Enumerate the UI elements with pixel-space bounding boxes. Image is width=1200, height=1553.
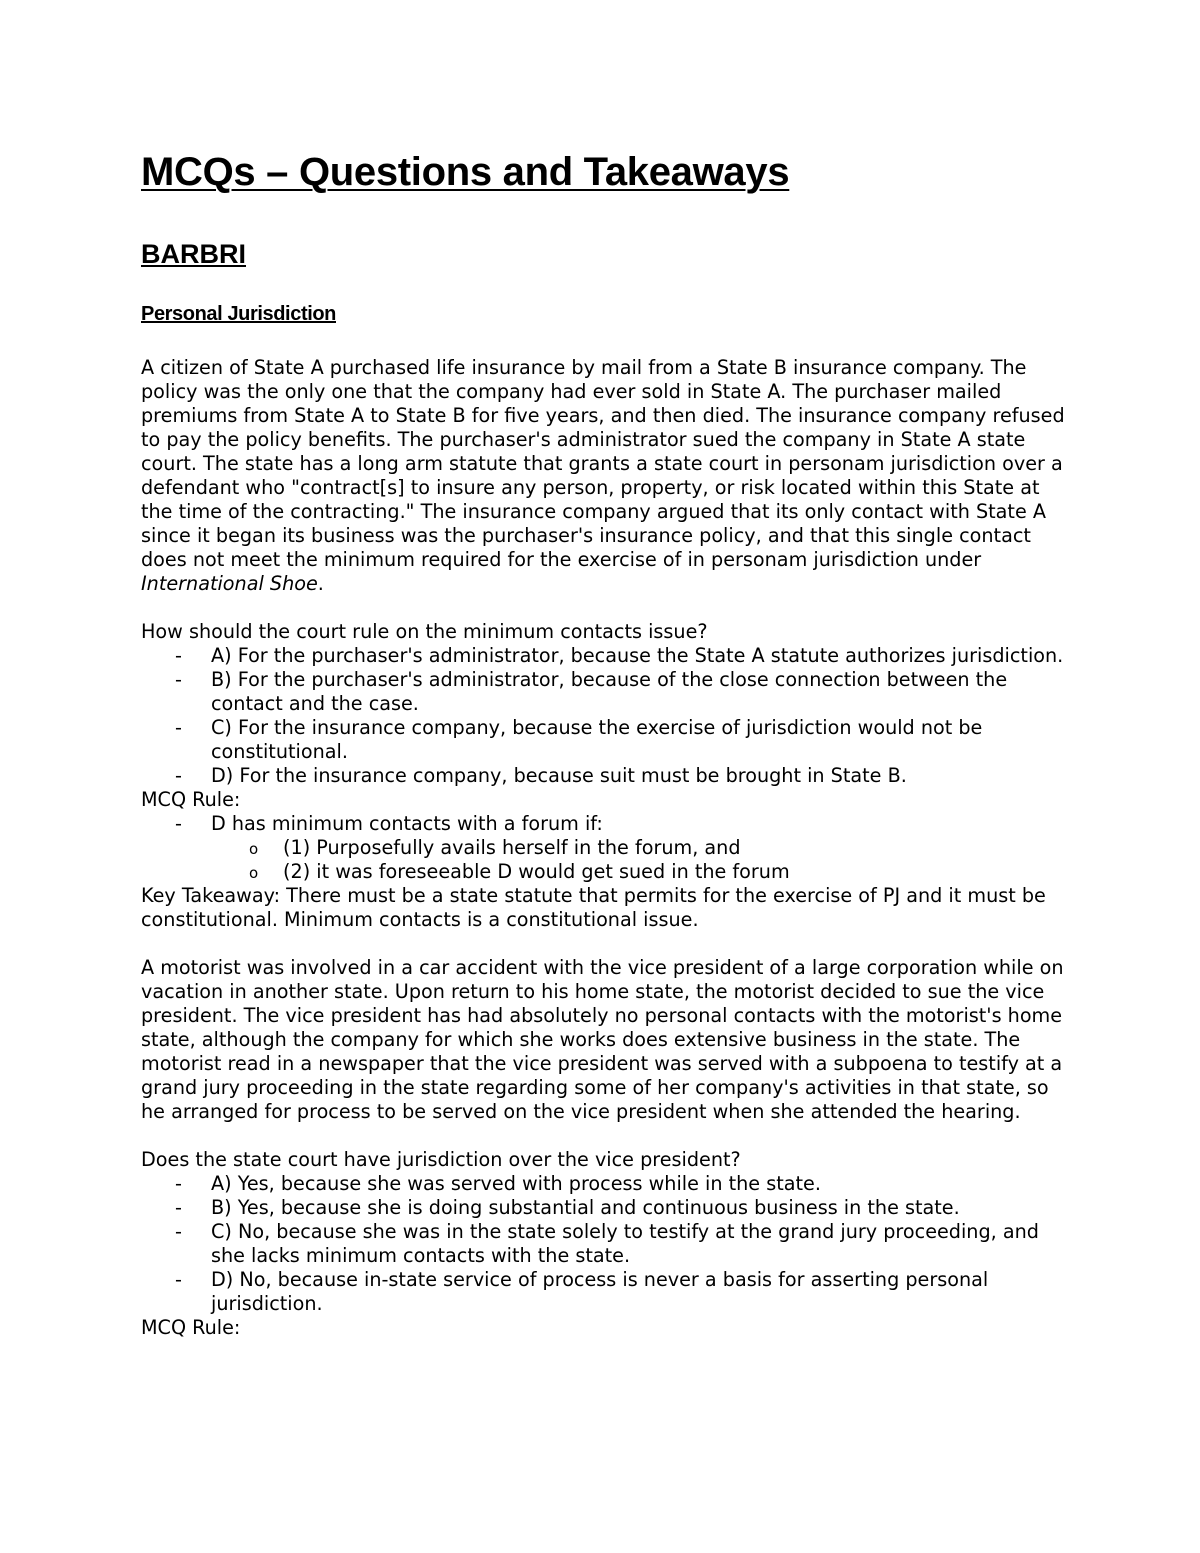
q2-question: Does the state court have jurisdiction over the vice president? <box>141 1148 741 1171</box>
q1-rule-subitem-1 <box>141 836 1071 860</box>
q1-rule-list <box>141 812 1071 884</box>
q2-option-d <box>141 1268 1071 1316</box>
q2-option-c-text: C) No, because she was in the state solely to testify at the grand jury proceeding, and she lacks minimum contacts with the state. <box>211 1220 1039 1267</box>
dash-marker: - <box>175 764 182 787</box>
q2-option-b <box>141 1196 1071 1220</box>
q2-option-a <box>141 1172 1071 1196</box>
page-title: MCQs – Questions and Takeaways <box>141 150 790 194</box>
q2-options-list <box>141 1172 1071 1316</box>
q1-option-b-text: B) For the purchaser's administrator, because of the close connection between the contact and the case. <box>211 668 1008 715</box>
q2-rule-label: MCQ Rule: <box>141 1316 241 1339</box>
dash-marker: - <box>175 1172 182 1195</box>
q1-option-d <box>141 764 1071 788</box>
q1-key-takeaway: Key Takeaway: There must be a state statute that permits for the exercise of PJ and it must be constitutional. Minimum contacts is a constitutional issue. <box>141 884 1046 931</box>
bullet-marker: o <box>249 840 259 858</box>
q2-fact-pattern: A motorist was involved in a car accident with the vice president of a large corporation while on vacation in another state. Upon return to his home state, the motorist decided to sue the vice president. The vice president has had absolutely no personal contacts with the motorist's home state, although the company for which she works does extensive business in the state. The motorist read in a newspaper that the vice president was served with a subpoena to testify at a grand jury proceeding in the state regarding some of her company's activities in that state, so he arranged for process to be served on the vice president when she attended the hearing. <box>141 956 1064 1123</box>
dash-marker: - <box>175 716 182 739</box>
document-body <box>141 356 1071 1340</box>
q1-rule-item <box>141 812 1071 836</box>
q1-options-list <box>141 644 1071 788</box>
q1-fact-text: A citizen of State A purchased life insurance by mail from a State B insurance company. The policy was the only one that the company had ever sold in State A. The purchaser mailed premiums from State A to State B for five years, and then died. The insurance company refused to pay the policy benefits. The purchaser's administrator sued the company in State A state court. The state has a long arm statute that grants a state court in personam jurisdiction over a defendant who "contract[s] to insure any person, property, or risk located within this State at the time of the contracting." The insurance company argued that its only contact with State A since it began its business was the purchaser's insurance policy, and that this single contact does not meet the minimum required for the exercise of in personam jurisdiction under <box>141 356 1065 571</box>
section-heading: BARBRI <box>141 239 246 269</box>
q1-rule-label: MCQ Rule: <box>141 788 241 811</box>
q1-rule-item-text: D has minimum contacts with a forum if: <box>211 812 603 835</box>
q1-fact-pattern <box>141 356 1071 596</box>
q1-fact-end: . <box>317 572 324 595</box>
q1-option-c-text: C) For the insurance company, because the exercise of jurisdiction would not be constitutional. <box>211 716 983 763</box>
q1-rule-subitem-1-text: (1) Purposefully avails herself in the forum, and <box>283 836 741 859</box>
q2-option-c <box>141 1220 1071 1268</box>
q1-rule-subitem-2 <box>141 860 1071 884</box>
q1-option-a <box>141 644 1071 668</box>
dash-marker: - <box>175 1220 182 1243</box>
q1-case-name: International Shoe <box>141 572 318 595</box>
dash-marker: - <box>175 812 182 835</box>
q1-option-a-text: A) For the purchaser's administrator, because the State A statute authorizes jurisdiction. <box>211 644 1064 667</box>
dash-marker: - <box>175 644 182 667</box>
q1-option-b <box>141 668 1071 716</box>
q2-option-a-text: A) Yes, because she was served with process while in the state. <box>211 1172 821 1195</box>
dash-marker: - <box>175 1196 182 1219</box>
q1-rule-subitem-2-text: (2) it was foreseeable D would get sued in the forum <box>283 860 790 883</box>
q1-option-c <box>141 716 1071 764</box>
document-page <box>141 148 1071 1339</box>
dash-marker: - <box>175 1268 182 1291</box>
q2-option-b-text: B) Yes, because she is doing substantial and continuous business in the state. <box>211 1196 960 1219</box>
dash-marker: - <box>175 668 182 691</box>
q1-option-d-text: D) For the insurance company, because suit must be brought in State B. <box>211 764 907 787</box>
q1-question: How should the court rule on the minimum contacts issue? <box>141 620 708 643</box>
subsection-heading: Personal Jurisdiction <box>141 303 336 325</box>
bullet-marker: o <box>249 864 259 882</box>
q2-option-d-text: D) No, because in-state service of process is never a basis for asserting personal jurisdiction. <box>211 1268 989 1315</box>
